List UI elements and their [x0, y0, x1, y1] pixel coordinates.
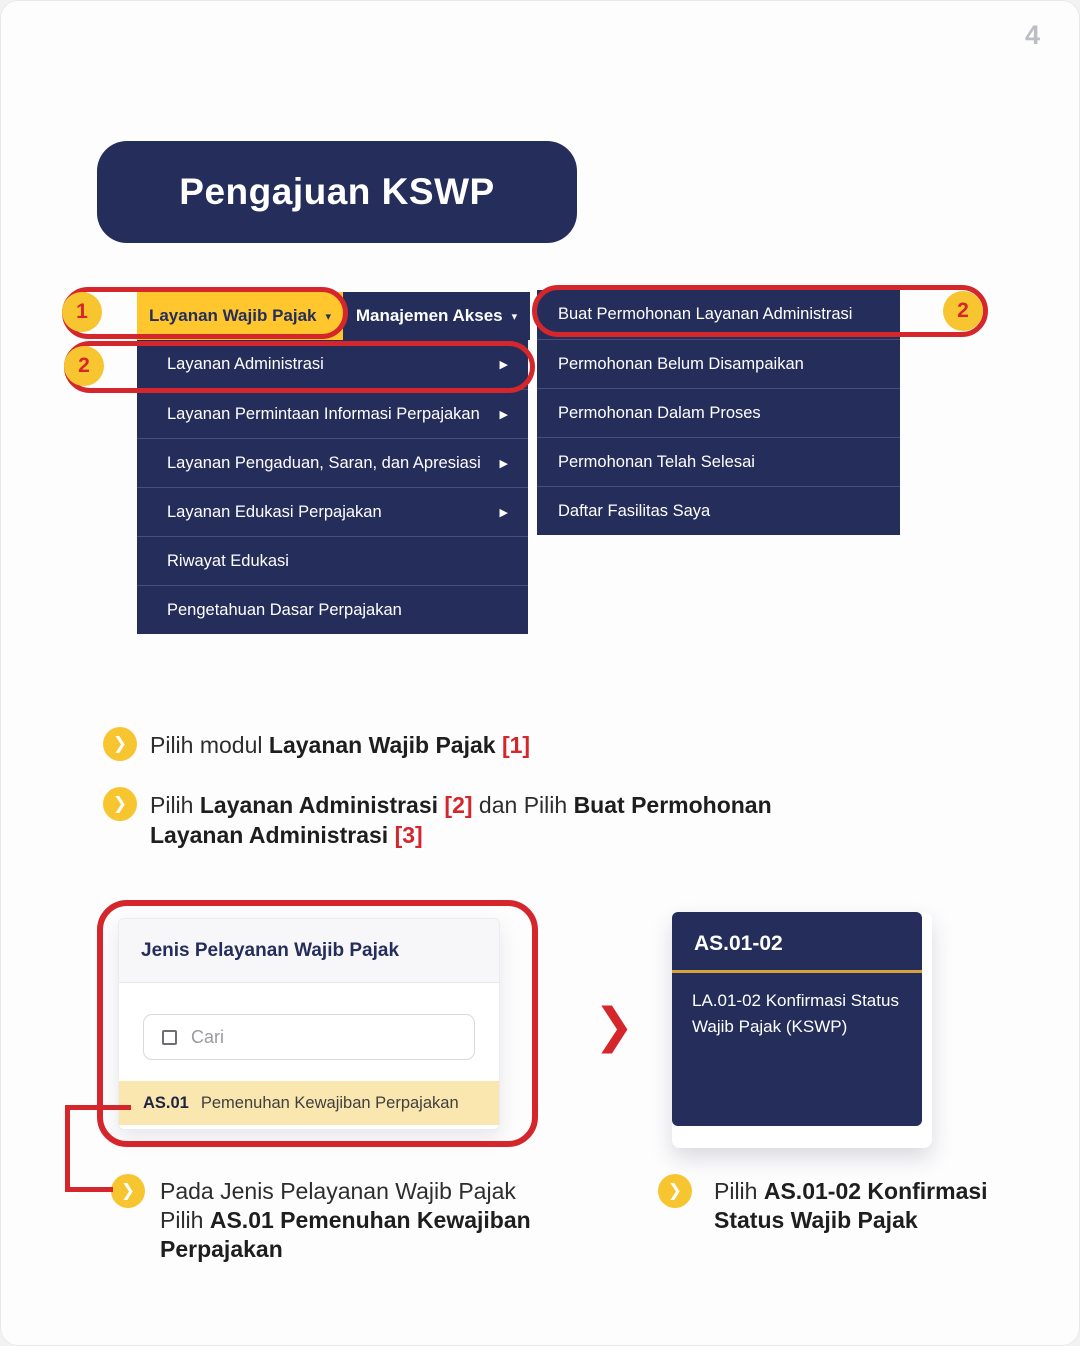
menu-item-layanan-edukasi[interactable]	[137, 487, 528, 536]
step-badge-2b: 2	[943, 291, 983, 331]
menu-item-label: Permohonan Belum Disampaikan	[558, 354, 804, 373]
menu-item-label: Daftar Fasilitas Saya	[558, 501, 711, 520]
chevron-icon: ❯	[120, 1181, 136, 1200]
chevron-icon: ❯	[112, 734, 128, 753]
service-code: AS.01	[143, 1093, 189, 1112]
chevron-right-icon: ▶	[499, 359, 508, 371]
service-option-as01[interactable]	[119, 1081, 499, 1125]
menu-item-layanan-pengaduan[interactable]	[137, 438, 528, 487]
menu-item-pengetahuan-dasar[interactable]	[137, 585, 528, 634]
chevron-down-icon: ▾	[325, 310, 332, 323]
step-badge-2: 2	[64, 346, 104, 386]
detail-card-body: LA.01-02 Konfirmasi Status Wajib Pajak (KSWP)	[692, 991, 899, 1036]
submenu-item-belum-disampaikan[interactable]	[537, 339, 900, 388]
submenu-layanan-administrasi	[537, 290, 900, 535]
connector-line-vertical	[65, 1105, 70, 1192]
menu-item-label: Buat Permohonan Layanan Administrasi	[558, 305, 853, 323]
service-detail-card-as0102[interactable]	[672, 912, 922, 1126]
arrow-right-icon: ❯	[594, 1000, 635, 1053]
chevron-right-icon: ▶	[499, 506, 508, 519]
connector-line-bottom	[65, 1187, 113, 1192]
chevron-icon: ❯	[667, 1181, 683, 1200]
page-number: 4	[1024, 20, 1040, 50]
chevron-right-icon: ▶	[499, 457, 508, 470]
menu-item-label: Layanan Pengaduan, Saran, dan Apresiasi	[167, 453, 481, 472]
submenu-item-dalam-proses[interactable]	[537, 388, 900, 437]
connector-line-top	[65, 1105, 131, 1110]
menu-item-label: Riwayat Edukasi	[167, 551, 289, 570]
service-label: Pemenuhan Kewajiban Perpajakan	[200, 1093, 459, 1112]
menu-item-layanan-administrasi[interactable]	[137, 340, 528, 389]
menu-item-riwayat-edukasi[interactable]	[137, 536, 528, 585]
menu-item-label: Pengetahuan Dasar Perpajakan	[167, 600, 402, 619]
bullet-step-1	[103, 727, 137, 761]
search-input[interactable]	[191, 1027, 462, 1048]
search-icon	[162, 1030, 177, 1045]
service-type-card	[118, 918, 500, 1130]
chevron-down-icon: ▾	[511, 310, 518, 323]
menu-item-layanan-permintaan-informasi[interactable]	[137, 389, 528, 438]
menu-item-label: Permohonan Dalam Proses	[558, 403, 761, 422]
instruction-step-2: Pilih Layanan Administrasi [2] dan Pilih Buat Permohonan Layanan Administrasi [3]	[150, 792, 772, 848]
bullet-step-2	[103, 787, 137, 821]
menu-item-label: Layanan Edukasi Perpajakan	[167, 502, 382, 521]
app-menubar	[137, 292, 530, 340]
service-card-title: Jenis Pelayanan Wajib Pajak	[141, 939, 400, 961]
detail-card-title: AS.01-02	[694, 932, 783, 955]
menu-item-label: Layanan Administrasi	[167, 355, 324, 373]
tab-label: Manajemen Akses	[355, 306, 503, 325]
page-title: Pengajuan KSWP	[179, 171, 495, 212]
page-title-banner	[97, 141, 577, 243]
instruction-step-3: Pada Jenis Pelayanan Wajib Pajak Pilih AS.01 Pemenuhan Kewajiban Perpajakan	[160, 1178, 531, 1262]
menu-item-label: Permohonan Telah Selesai	[558, 452, 755, 471]
bullet-step-4	[658, 1174, 692, 1208]
instruction-step-4: Pilih AS.01-02 Konfirmasi Status Wajib Pajak	[714, 1178, 988, 1233]
chevron-right-icon: ▶	[499, 408, 508, 421]
bullet-step-3	[111, 1174, 145, 1208]
instruction-step-1: Pilih modul Layanan Wajib Pajak [1]	[150, 732, 531, 758]
dropdown-menu	[137, 340, 528, 634]
chevron-icon: ❯	[112, 794, 128, 813]
tab-label: Layanan Wajib Pajak	[148, 306, 317, 325]
detail-card-shadow	[672, 912, 932, 1148]
submenu-item-daftar-fasilitas[interactable]	[537, 486, 900, 535]
submenu-item-buat-permohonan[interactable]	[537, 290, 900, 339]
tab-manajemen-akses[interactable]	[343, 292, 530, 340]
search-field[interactable]	[143, 1014, 475, 1060]
menu-item-label: Layanan Permintaan Informasi Perpajakan	[167, 404, 480, 423]
submenu-item-telah-selesai[interactable]	[537, 437, 900, 486]
tab-layanan-wajib-pajak[interactable]	[137, 292, 343, 340]
service-card-header	[119, 919, 499, 983]
step-badge-1: 1	[62, 292, 102, 332]
